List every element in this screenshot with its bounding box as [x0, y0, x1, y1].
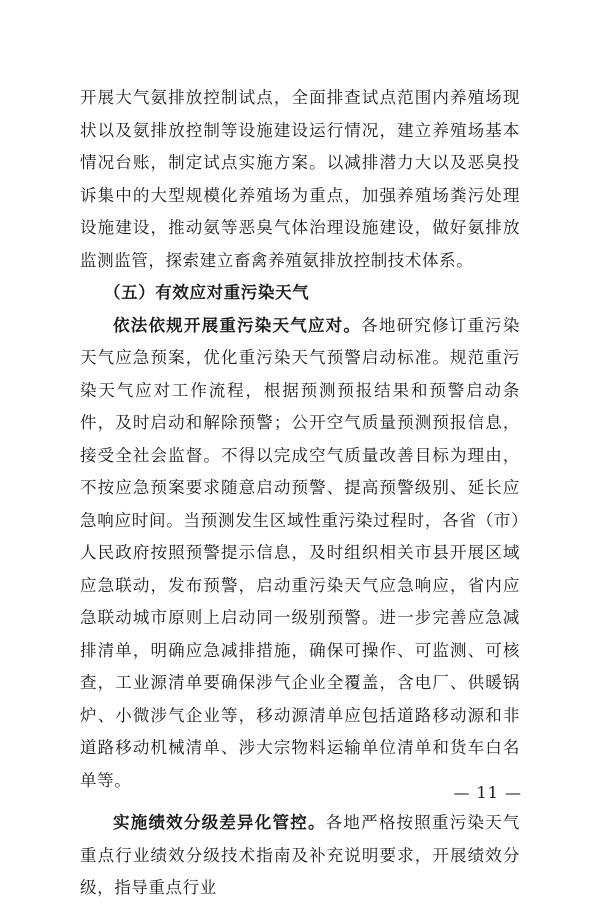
document-body — [80, 82, 520, 905]
paragraph-ammonia-control: 开展大气氨排放控制试点，全面排查试点范围内养殖场现状以及氨排放控制等设施建设运行情况，建立养殖场基本情况台账，制定试点实施方案。以减排潜力大以及恶臭投诉集中的大型规模化养殖场为重点，加强养殖场粪污处理设施建设，推动氨等恶臭气体治理设施建设，做好氨排放监测监管，探索建立畜禽养殖氨排放控制技术体系。 — [80, 88, 520, 270]
paragraph-performance-grading — [80, 807, 520, 905]
page-number: — 11 — — [453, 783, 522, 802]
section-heading: （五）有效应对重污染天气 — [104, 283, 310, 302]
paragraph-lead-heavy-pollution: 依法依规开展重污染天气应对。 — [113, 315, 362, 335]
paragraph-lead-performance-grading: 实施绩效分级差异化管控。 — [113, 813, 326, 832]
paragraph-body-heavy-pollution: 各地研究修订重污染天气应急预案，优化重污染天气预警启动标准。规范重污染天气应对工作流程，根据预测预报结果和预警启动条件，及时启动和解除预警；公开空气质量预测预报信息，接受全社会监督。不得以完成空气质量改善目标为理由，不按应急预案要求随意启动预警、提高预警级别、延长应急响应时间。当预测发生区域性重污染过程时，各省（市）人民政府按照预警提示信息，及时组织相关市县开展区域应急联动，发布预警，启动重污染天气应急响应，省内应急联动城市原则上启动同一级别预警。进一步完善应急减排清单，明确应急减排措施，确保可操作、可监测、可核查，工业源清单要确保涉气企业全覆盖，含电厂、供暖锅炉、小微涉气企业等，移动源清单应包括道路移动源和非道路移动机械清单、涉大宗物料运输单位清单和货车白名单等。 — [80, 315, 521, 790]
paragraph-body-performance-grading: 各地严格按照重污染天气重点行业绩效分级技术指南及补充说明要求，开展绩效分级，指导重点行业 — [80, 813, 520, 897]
paragraph-heavy-pollution-response — [80, 310, 520, 798]
